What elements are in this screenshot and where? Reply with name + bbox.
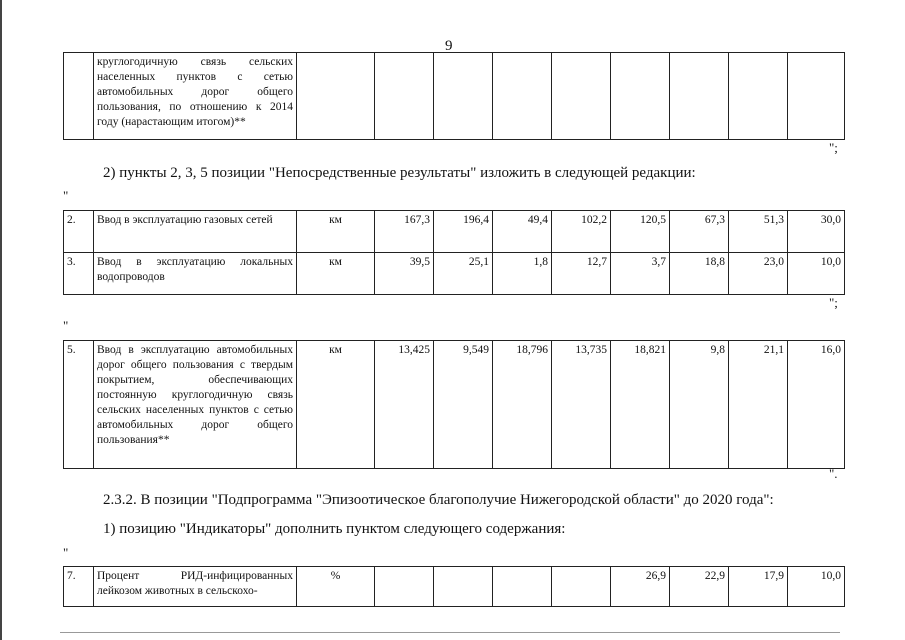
table-row: [64, 53, 845, 140]
value-cell-4: 13,735: [552, 341, 611, 469]
value-cell-1: 167,3: [375, 211, 434, 253]
row-number: 2.: [64, 211, 94, 253]
table-row: [64, 253, 845, 295]
value-cell-7: 21,1: [729, 341, 788, 469]
value-cell-6: 22,9: [670, 567, 729, 607]
value-cell-5: 18,821: [611, 341, 670, 469]
unit-cell: км: [297, 253, 375, 295]
indicator-table-continued: [63, 52, 845, 140]
table-row: [64, 211, 845, 253]
value-cell-6: 9,8: [670, 341, 729, 469]
indicator-name: Ввод в эксплуатацию газовых сетей: [94, 211, 297, 253]
value-cell-1: 13,425: [375, 341, 434, 469]
value-cell-3: 18,796: [493, 341, 552, 469]
indicator-name: Процент РИД-инфицированных лейкозом животных в сельскохо-: [94, 567, 297, 607]
row-number: 3.: [64, 253, 94, 295]
value-cell-2: 25,1: [434, 253, 493, 295]
row-number: [64, 53, 94, 140]
indicators-table: [63, 566, 845, 607]
value-cell-6: [670, 53, 729, 140]
closing-quote: ".: [829, 466, 838, 481]
value-cell-4: 12,7: [552, 253, 611, 295]
value-cell-2: [434, 53, 493, 140]
value-cell-2: [434, 567, 493, 607]
value-cell-2: 196,4: [434, 211, 493, 253]
value-cell-3: [493, 567, 552, 607]
immediate-results-table: [63, 210, 845, 295]
closing-quote: ";: [829, 140, 838, 155]
page-number: 9: [445, 38, 453, 54]
value-cell-1: 39,5: [375, 253, 434, 295]
value-cell-5: [611, 53, 670, 140]
opening-quote: ": [63, 188, 69, 203]
value-cell-4: [552, 53, 611, 140]
value-cell-2: 9,549: [434, 341, 493, 469]
value-cell-8: 30,0: [788, 211, 845, 253]
closing-quote: ";: [829, 295, 838, 310]
value-cell-6: 67,3: [670, 211, 729, 253]
value-cell-6: 18,8: [670, 253, 729, 295]
value-cell-7: 23,0: [729, 253, 788, 295]
row-number: 5.: [64, 341, 94, 469]
paragraph-subprogram: 2.3.2. В позиции "Подпрограмма "Эпизоотическое благополучие Нижегородской области" до 2020 года":: [103, 492, 774, 508]
value-cell-3: [493, 53, 552, 140]
page-bottom-rule: [60, 632, 840, 633]
unit-cell: км: [297, 211, 375, 253]
row-number: 7.: [64, 567, 94, 607]
value-cell-5: 120,5: [611, 211, 670, 253]
value-cell-5: 3,7: [611, 253, 670, 295]
value-cell-8: 10,0: [788, 567, 845, 607]
value-cell-5: 26,9: [611, 567, 670, 607]
value-cell-1: [375, 567, 434, 607]
roads-result-table: [63, 340, 845, 469]
unit-cell: км: [297, 341, 375, 469]
value-cell-4: 102,2: [552, 211, 611, 253]
value-cell-4: [552, 567, 611, 607]
indicator-name: круглогодичную связь сельских населенных пунктов с сетью автомобильных дорог общего пользования, по отношению к 2014 году (нарастающим итогом)**: [94, 53, 297, 140]
unit-cell: %: [297, 567, 375, 607]
value-cell-1: [375, 53, 434, 140]
value-cell-3: 49,4: [493, 211, 552, 253]
indicator-name: Ввод в эксплуатацию автомобильных дорог общего пользования с твердым покрытием, обеспечивающих постоянную круглогодичную связь сельских населенных пунктов с сетью автомобильных дорог общего пользования**: [94, 341, 297, 469]
value-cell-7: [729, 53, 788, 140]
table-row: [64, 567, 845, 607]
paragraph-immediate-results: 2) пункты 2, 3, 5 позиции "Непосредственные результаты" изложить в следующей редакции:: [103, 165, 696, 181]
value-cell-7: 51,3: [729, 211, 788, 253]
value-cell-8: 16,0: [788, 341, 845, 469]
opening-quote: ": [63, 545, 69, 560]
table-row: [64, 341, 845, 469]
indicator-name: Ввод в эксплуатацию локальных водопроводов: [94, 253, 297, 295]
value-cell-7: 17,9: [729, 567, 788, 607]
value-cell-8: [788, 53, 845, 140]
page-edge-line: [0, 0, 2, 640]
opening-quote: ": [63, 318, 69, 333]
unit-cell: [297, 53, 375, 140]
paragraph-indicators: 1) позицию "Индикаторы" дополнить пунктом следующего содержания:: [103, 521, 566, 537]
value-cell-8: 10,0: [788, 253, 845, 295]
value-cell-3: 1,8: [493, 253, 552, 295]
